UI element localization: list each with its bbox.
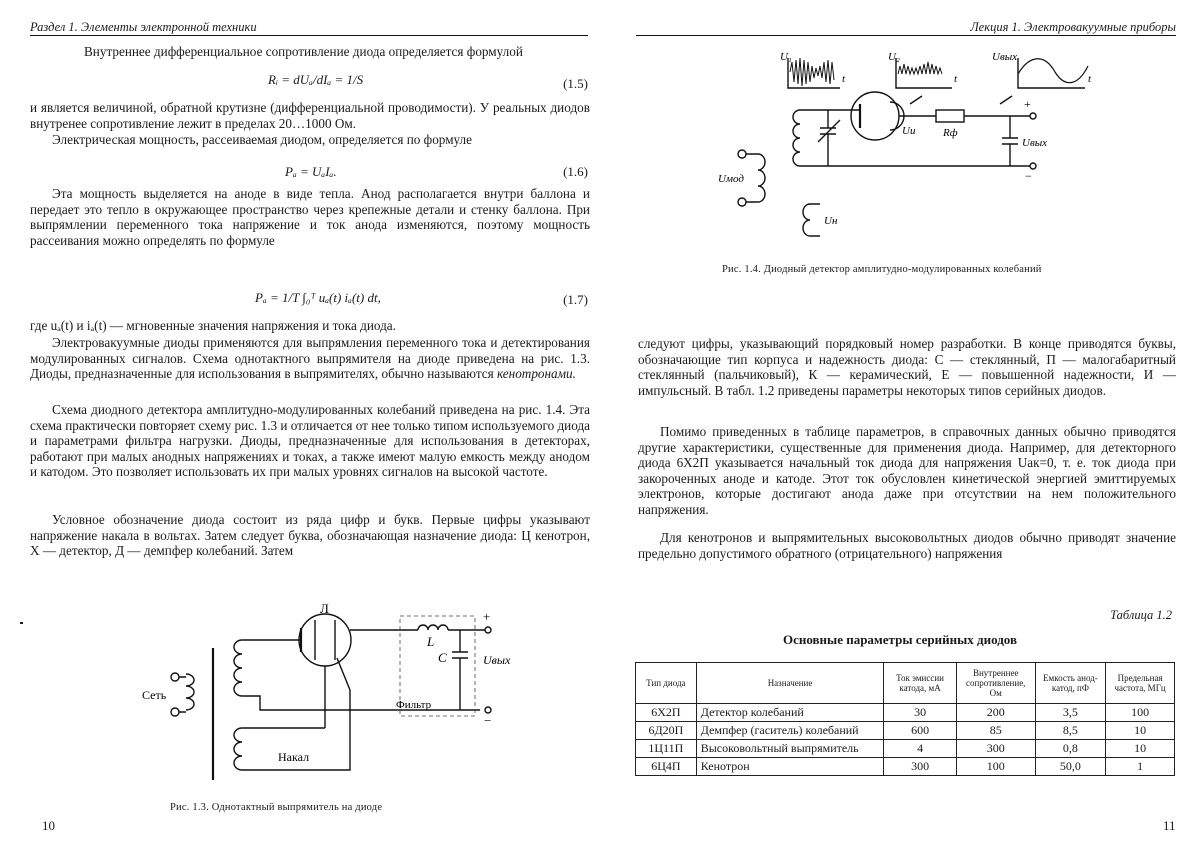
cell-capacitance: 8,5 — [1035, 722, 1106, 740]
variable-capacitor — [818, 110, 840, 166]
paragraph-4-text: Эта мощность выделяется на аноде в виде тепла. Анод располагается внутри баллона и передает это тепло в окружающее пространство через крепежные детали и стенку баллона. При выпрямлении переменного тока напряжение и ток анода изменяются, поэтому мощность рассеивания можно определять по формуле — [30, 186, 590, 248]
cell-resistance: 100 — [956, 758, 1035, 776]
detector-diode-tube — [851, 92, 899, 140]
tank-coil — [793, 110, 800, 166]
paragraph-6-text: Электровакуумные диоды применяются для выпрямления переменного тока и детектирования модулированных сигналов. Схема однотактного выпрямителя на диоде приведена на рис. 1.3. Диоды, предназначенные для использования в выпрямителях, обычно называются — [30, 335, 590, 382]
table-row — [636, 704, 1175, 722]
paragraph-4 — [30, 186, 590, 248]
waveform-arrows — [910, 96, 1012, 104]
output-terminal-plus — [485, 627, 491, 633]
label-minus: − — [484, 713, 492, 728]
label-u2: U₂ — [888, 51, 900, 63]
page-number-right: 11 — [1163, 818, 1176, 833]
u1-am-waveform — [790, 58, 834, 86]
right-page — [600, 0, 1200, 850]
paragraph-3 — [30, 132, 590, 148]
equation-1-5: Rᵢ = dUₐ/dIₐ = 1/S — [268, 72, 364, 87]
right-paragraph-2 — [638, 424, 1176, 518]
paragraph-5: где uₐ(t) и iₐ(t) — мгновенные значения напряжения и тока диода. — [30, 318, 396, 333]
label-ui: Uи — [902, 125, 916, 137]
table-row — [636, 740, 1175, 758]
label-uout: Uвых — [1022, 137, 1048, 149]
cell-resistance: 300 — [956, 740, 1035, 758]
scan-speck — [20, 622, 23, 624]
table-row — [636, 758, 1175, 776]
cell-capacitance: 3,5 — [1035, 704, 1106, 722]
equation-1-6: Pₐ = UₐIₐ. — [285, 164, 337, 179]
cell-emission: 4 — [884, 740, 957, 758]
input-leads — [179, 677, 186, 712]
paragraph-7 — [30, 402, 590, 480]
right-paragraph-3-text: Для кенотронов и выпрямительных высоковольтных диодов обычно приводят значение предельно допустимого обратного (отрицательного) напряжения — [638, 530, 1176, 561]
table-header-emission: Ток эмиссии катода, мА — [884, 663, 957, 704]
cell-resistance: 85 — [956, 722, 1035, 740]
cell-frequency: 1 — [1106, 758, 1175, 776]
label-t-u2: t — [954, 73, 958, 85]
modulation-winding — [746, 154, 765, 202]
cell-purpose: Высоковольтный выпрямитель — [696, 740, 884, 758]
label-heater: Накал — [278, 750, 310, 764]
cell-type: 6Ц4П — [636, 758, 697, 776]
primary-winding — [186, 674, 194, 710]
table-header-capacitance: Емкость анод-катод, пФ — [1035, 663, 1106, 704]
label-t-uout: t — [1088, 73, 1092, 85]
secondary-winding-top — [234, 640, 242, 696]
tank-wiring — [800, 110, 1030, 166]
table-header-row — [636, 663, 1175, 704]
page-number-left: 10 — [42, 818, 55, 833]
tube-leads — [325, 658, 350, 728]
label-rf: Rф — [943, 127, 958, 139]
output-capacitor — [1002, 116, 1018, 166]
cell-emission: 300 — [884, 758, 957, 776]
table-header-frequency: Предельная частота, МГц — [1106, 663, 1175, 704]
table-header-purpose: Назначение — [696, 663, 884, 704]
label-detector-minus: − — [1025, 169, 1032, 183]
label-umod: Uмод — [718, 173, 744, 185]
detector-output-plus — [1030, 113, 1036, 119]
heater-winding — [803, 204, 810, 236]
equation-number-1-6: (1.6) — [563, 164, 588, 179]
cathode-heater — [315, 620, 335, 660]
term-kenotrons: кенотронами. — [496, 366, 576, 382]
label-plus: + — [483, 609, 491, 624]
paragraph-7-text: Схема диодного детектора амплитудно-модулированных колебаний приведена на рис. 1.4. Эта схема практически повторяет схему рис. 1.3 и отличается от нее только типом используемого диода и параметрами фильтра нагрузки. Диоды, предназначенные для использования в детекторах, работают при малых анодных напряжениях и токах, а также имеют малую емкость между анодом и катодом. Это позволяет использовать их при малых уровнях сигналов на высокой частоте. — [30, 402, 591, 480]
table-title: Основные параметры серийных диодов — [782, 632, 1017, 647]
figure-1-4-detector-schematic — [700, 44, 1100, 254]
table-row — [636, 722, 1175, 740]
paragraph-6 — [30, 335, 590, 382]
figure-1-3-rectifier-schematic — [100, 600, 520, 805]
label-uout-top: Uвых — [992, 51, 1018, 63]
input-terminal-bottom — [171, 708, 179, 716]
equation-number-1-5: (1.5) — [563, 76, 588, 91]
uout-envelope-waveform — [1018, 59, 1088, 83]
cell-emission: 30 — [884, 704, 957, 722]
label-u1: U₁ — [780, 51, 792, 63]
resistor-rf — [936, 110, 964, 122]
u2-rectified-waveform — [898, 62, 942, 74]
secondary-winding-bottom — [234, 728, 242, 770]
capacitor-C — [452, 630, 468, 710]
label-mains: Сеть — [142, 688, 167, 702]
label-detector-plus: + — [1024, 97, 1031, 111]
equation-number-1-7: (1.7) — [563, 292, 588, 307]
right-paragraph-3 — [638, 530, 1176, 561]
diode-parameters-table — [635, 662, 1175, 776]
cell-purpose: Кенотрон — [696, 758, 884, 776]
diode-tube — [299, 614, 351, 666]
cell-purpose: Детектор колебаний — [696, 704, 884, 722]
cell-capacitance: 0,8 — [1035, 740, 1106, 758]
label-filter: Фильтр — [396, 699, 432, 711]
label-diode-l: Л — [320, 601, 329, 616]
cell-frequency: 100 — [1106, 704, 1175, 722]
cell-type: 6Д20П — [636, 722, 697, 740]
label-inductor-l: L — [427, 634, 435, 649]
paragraph-8-text: Условное обозначение диода состоит из ряда цифр и букв. Первые цифры указывают напряжение накала в вольтах. Затем следует буква, обозначающая назначение диода: Ц кенотрон, Х — детектор, Д — демпфер колебаний. Затем — [30, 512, 590, 559]
label-un: Uн — [824, 215, 838, 227]
cell-emission: 600 — [884, 722, 957, 740]
figure-1-4-caption: Рис. 1.4. Диодный детектор амплитудно-модулированных колебаний — [722, 264, 1042, 275]
label-t-u1: t — [842, 73, 846, 85]
right-page-header: Лекция 1. Электровакуумные приборы — [636, 20, 1176, 36]
label-capacitor-c: C — [438, 650, 447, 665]
cell-type: 6Х2П — [636, 704, 697, 722]
right-paragraph-2-text: Помимо приведенных в таблице параметров, в справочных данных обычно приводятся другие характеристики, существенные для применения диода. Например, для детекторного диода 6Х2П указывается начальный ток диода для напряжения Uак=0, т. е. ток диода при закороченных аноде и катоде. Этот ток обусловлен кинетической энергией эмиттируемых электронов, которые достигают анода даже при отсутствии на нем положительного напряжения. — [638, 424, 1176, 517]
mod-terminal-bottom — [738, 198, 746, 206]
inductor-L — [418, 625, 448, 630]
input-terminal-top — [171, 673, 179, 681]
heater-leads — [810, 204, 820, 236]
cell-resistance: 200 — [956, 704, 1035, 722]
figure-1-3-caption: Рис. 1.3. Однотактный выпрямитель на диоде — [170, 802, 383, 813]
table-label: Таблица 1.2 — [1110, 608, 1172, 622]
paragraph-1: Внутреннее дифференциальное сопротивление диода определяется формулой — [84, 44, 523, 59]
right-paragraph-1: следуют цифры, указывающий порядковый номер разработки. В конце приводятся буквы, обозначающие тип корпуса и надежность диода: С — стеклянный, П — малогабаритный стеклянный (пальчиковый), К — керамический, Е — повышенной надежности, И — импульсный. В табл. 1.2 приведены параметры некоторых типов серийных диодов. — [638, 336, 1176, 398]
equation-1-7: Pₐ = 1/T ∫₀ᵀ uₐ(t) iₐ(t) dt, — [255, 290, 381, 305]
cell-frequency: 10 — [1106, 722, 1175, 740]
cell-type: 1Ц11П — [636, 740, 697, 758]
cell-purpose: Демпфер (гаситель) колебаний — [696, 722, 884, 740]
table-header-resistance: Внутреннее сопротивление, Ом — [956, 663, 1035, 704]
table-header-type: Тип диода — [636, 663, 697, 704]
paragraph-8 — [30, 512, 590, 559]
cell-capacitance: 50,0 — [1035, 758, 1106, 776]
label-output-voltage: Uвых — [483, 653, 511, 667]
left-page-header: Раздел 1. Элементы электронной техники — [30, 20, 588, 36]
u2-axes — [896, 58, 952, 88]
mod-terminal-top — [738, 150, 746, 158]
cell-frequency: 10 — [1106, 740, 1175, 758]
paragraph-3-text: Электрическая мощность, рассеиваемая диодом, определяется по формуле — [52, 132, 472, 147]
paragraph-2: и является величиной, обратной крутизне (дифференциальной проводимости). У реальных диодов внутренее сопротивление лежит в пределах 20…1000 Ом. — [30, 100, 590, 131]
